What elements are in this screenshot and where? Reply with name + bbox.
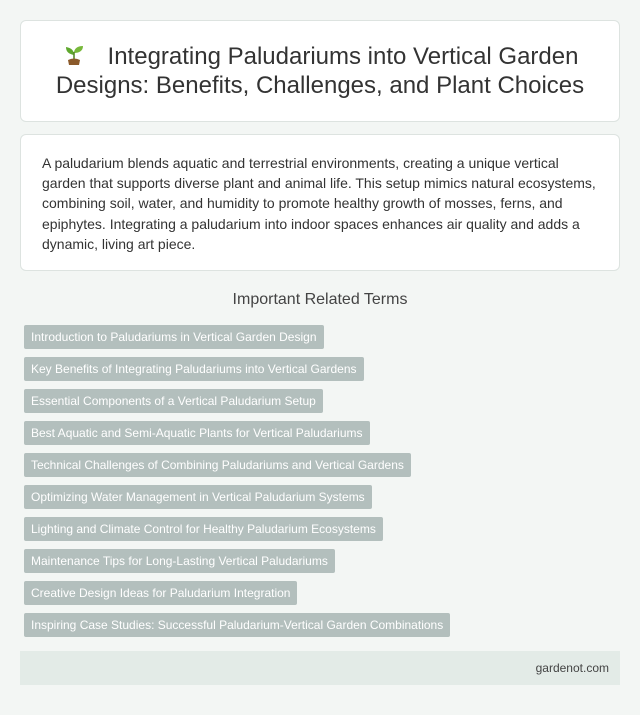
page-title — [21, 42, 619, 100]
footer-bar — [20, 651, 620, 685]
term-tag-water-management[interactable]: Optimizing Water Management in Vertical Paludarium Systems — [24, 485, 372, 509]
term-item — [24, 613, 450, 637]
term-item — [24, 453, 450, 477]
term-tag-technical-challenges[interactable]: Technical Challenges of Combining Paludariums and Vertical Gardens — [24, 453, 411, 477]
term-item — [24, 357, 450, 381]
term-tag-key-benefits[interactable]: Key Benefits of Integrating Paludariums into Vertical Gardens — [24, 357, 364, 381]
related-terms-heading: Important Related Terms — [232, 291, 408, 308]
term-item — [24, 549, 450, 573]
term-tag-case-studies[interactable]: Inspiring Case Studies: Successful Paludarium-Vertical Garden Combinations — [24, 613, 450, 637]
footer-site-link[interactable]: gardenot.com — [535, 661, 609, 675]
term-tag-creative-design[interactable]: Creative Design Ideas for Paludarium Integration — [24, 581, 297, 605]
seedling-icon — [62, 42, 86, 66]
related-terms-list — [24, 325, 450, 645]
term-tag-lighting-climate[interactable]: Lighting and Climate Control for Healthy Paludarium Ecosystems — [24, 517, 383, 541]
intro-text: A paludarium blends aquatic and terrestrial environments, creating a unique vertical garden that supports diverse plant and animal life. This setup mimics natural ecosystems, combining soil, water, and humidity to promote healthy growth of mosses, ferns, and epiphytes. Integrating a paludarium into indoor spaces enhances air quality and adds a dynamic, living art piece. — [42, 155, 596, 252]
term-tag-essential-components[interactable]: Essential Components of a Vertical Paludarium Setup — [24, 389, 323, 413]
term-item — [24, 325, 450, 349]
term-item — [24, 485, 450, 509]
term-item — [24, 421, 450, 445]
term-item — [24, 517, 450, 541]
term-tag-maintenance-tips[interactable]: Maintenance Tips for Long-Lasting Vertical Paludariums — [24, 549, 335, 573]
page-title-text: Integrating Paludariums into Vertical Garden Designs: Benefits, Challenges, and Plant Choices — [55, 43, 585, 99]
term-item — [24, 389, 450, 413]
term-tag-introduction[interactable]: Introduction to Paludariums in Vertical Garden Design — [24, 325, 324, 349]
term-item — [24, 581, 450, 605]
term-tag-best-plants[interactable]: Best Aquatic and Semi-Aquatic Plants for Vertical Paludariums — [24, 421, 370, 445]
title-card — [20, 20, 620, 122]
intro-card — [20, 134, 620, 271]
